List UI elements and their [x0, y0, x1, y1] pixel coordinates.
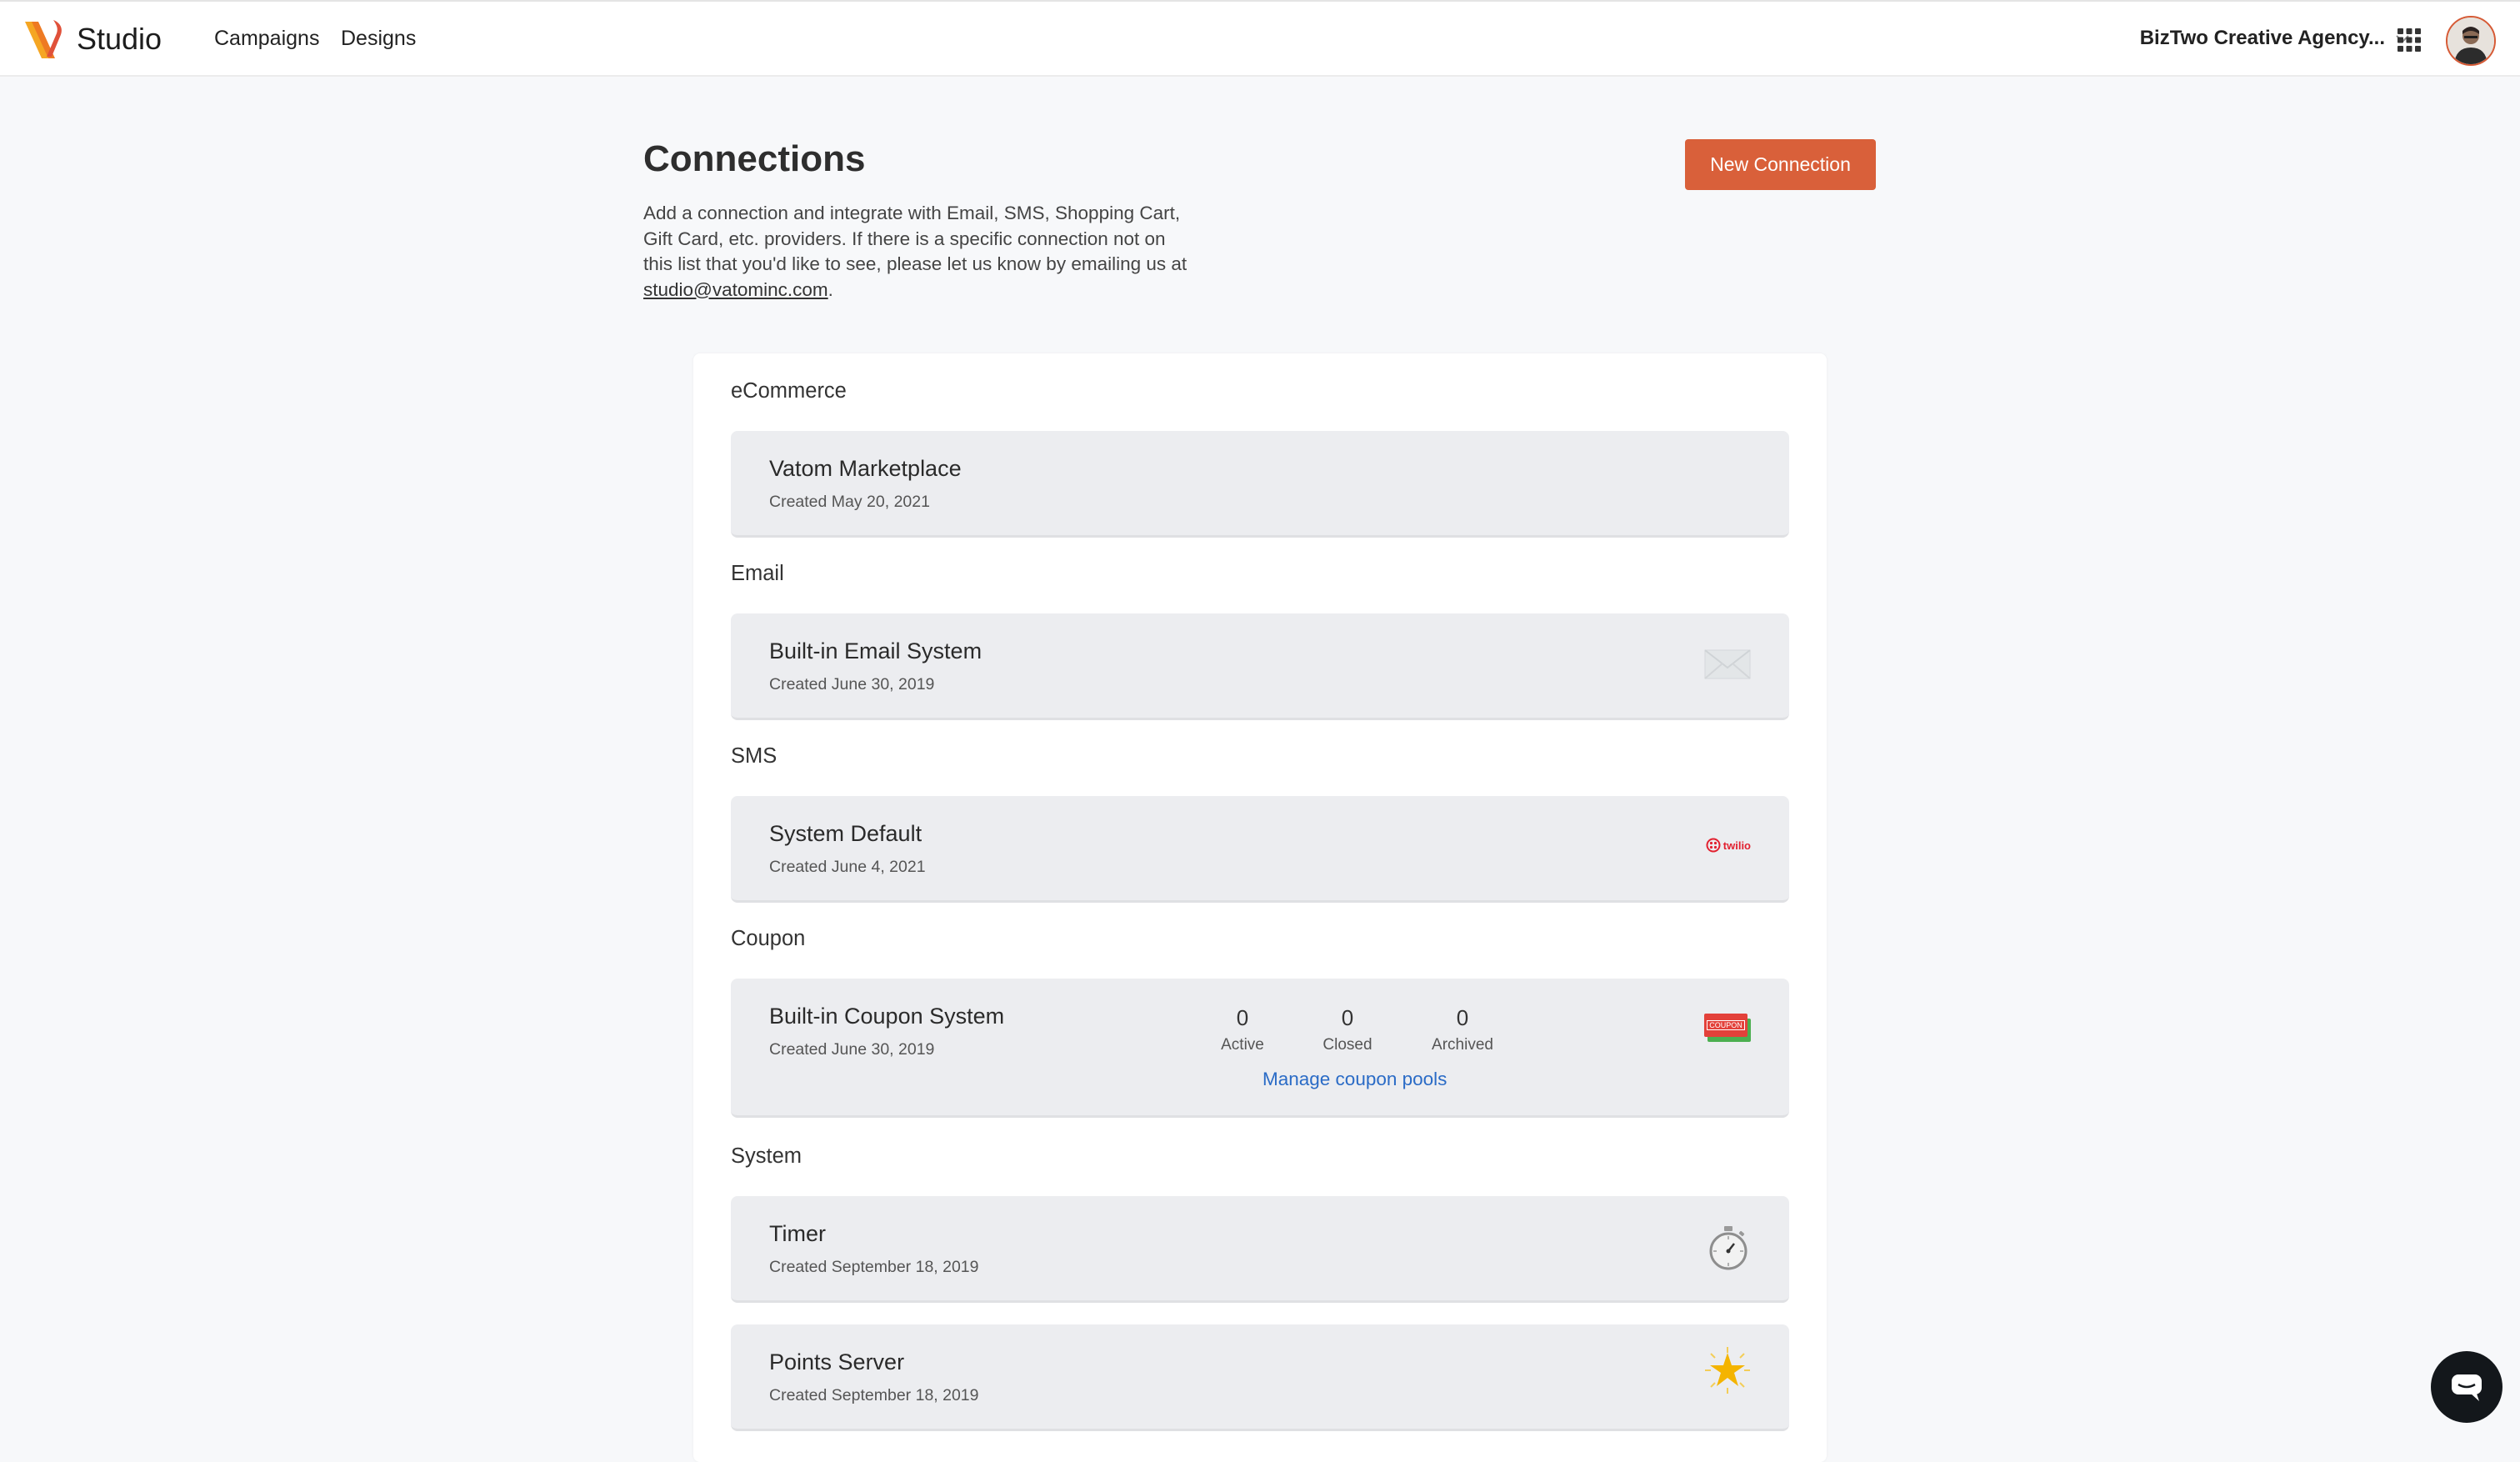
- contact-email-link[interactable]: studio@vatominc.com: [643, 278, 828, 300]
- connection-created-date: Created June 30, 2019: [769, 675, 935, 693]
- stopwatch-icon: [1706, 1224, 1751, 1271]
- stat-label: Archived: [1432, 1036, 1493, 1054]
- organization-name: BizTwo Creative Agency...: [2139, 27, 2385, 49]
- coupon-stat-archived: [1412, 1005, 1512, 1054]
- stat-label: Closed: [1322, 1036, 1372, 1054]
- stat-value: 0: [1456, 1005, 1469, 1030]
- nav-designs[interactable]: Designs: [341, 27, 417, 50]
- twilio-logo-text: twilio: [1722, 839, 1751, 852]
- star-icon: [1704, 1346, 1751, 1394]
- connection-name: Vatom Marketplace: [769, 456, 962, 481]
- connection-item-timer[interactable]: [731, 1196, 1789, 1303]
- user-avatar[interactable]: [2446, 16, 2496, 66]
- vatom-logo-icon[interactable]: [23, 18, 73, 62]
- nav-campaigns[interactable]: Campaigns: [214, 27, 320, 50]
- connection-created-date: Created June 4, 2021: [769, 858, 926, 876]
- apps-grid-icon[interactable]: [2397, 28, 2422, 53]
- connection-item-vatom-marketplace[interactable]: [731, 431, 1789, 538]
- description-end: .: [828, 278, 833, 300]
- connection-created-date: Created September 18, 2019: [769, 1258, 979, 1276]
- connection-created-date: Created May 20, 2021: [769, 493, 930, 511]
- organization-selector[interactable]: [2140, 27, 2412, 50]
- coupon-stat-active: [1192, 1005, 1292, 1054]
- page-description: [643, 201, 1193, 303]
- new-connection-button[interactable]: New Connection: [1685, 139, 1876, 190]
- connection-created-date: Created June 30, 2019: [769, 1040, 935, 1059]
- brand-name[interactable]: Studio: [77, 22, 162, 56]
- top-bar: [0, 0, 2520, 77]
- section-title-email: Email: [731, 562, 784, 585]
- chat-launcher-button[interactable]: [2431, 1351, 2502, 1423]
- section-title-system: System: [731, 1144, 802, 1168]
- section-title-coupon: Coupon: [731, 927, 806, 950]
- connection-name: Timer: [769, 1221, 826, 1246]
- connection-name: Built-in Email System: [769, 638, 982, 663]
- twilio-logo: [1706, 838, 1751, 853]
- connection-created-date: Created September 18, 2019: [769, 1386, 979, 1404]
- stat-value: 0: [1236, 1005, 1249, 1030]
- twilio-mark-icon: [1706, 838, 1721, 853]
- page-title: Connections: [643, 138, 866, 179]
- stat-value: 0: [1341, 1005, 1354, 1030]
- envelope-icon: [1704, 649, 1751, 679]
- avatar-person-icon: [2448, 18, 2494, 64]
- manage-coupon-pools-link[interactable]: Manage coupon pools: [1262, 1069, 1448, 1089]
- coupon-stat-closed: [1298, 1005, 1398, 1054]
- connection-item-points-server[interactable]: [731, 1324, 1789, 1431]
- section-title-ecommerce: eCommerce: [731, 379, 847, 403]
- connection-name: System Default: [769, 821, 922, 846]
- coupon-icon: [1704, 1014, 1751, 1044]
- stat-label: Active: [1221, 1036, 1264, 1054]
- connection-name: Built-in Coupon System: [769, 1004, 1005, 1029]
- section-title-sms: SMS: [731, 744, 778, 768]
- connection-item-built-in-email[interactable]: [731, 613, 1789, 720]
- coupon-logo-text: COUPON: [1707, 1020, 1745, 1030]
- connection-item-built-in-coupon[interactable]: [731, 979, 1789, 1118]
- connection-name: Points Server: [769, 1349, 905, 1374]
- chat-bubble-icon: [2431, 1351, 2502, 1423]
- description-text: Add a connection and integrate with Email, SMS, Shopping Cart, Gift Card, etc. providers. If there is a specific connection not on this list that you'd like to see, please let us know by emailing us at: [643, 203, 1188, 274]
- connection-item-system-default-sms[interactable]: [731, 796, 1789, 903]
